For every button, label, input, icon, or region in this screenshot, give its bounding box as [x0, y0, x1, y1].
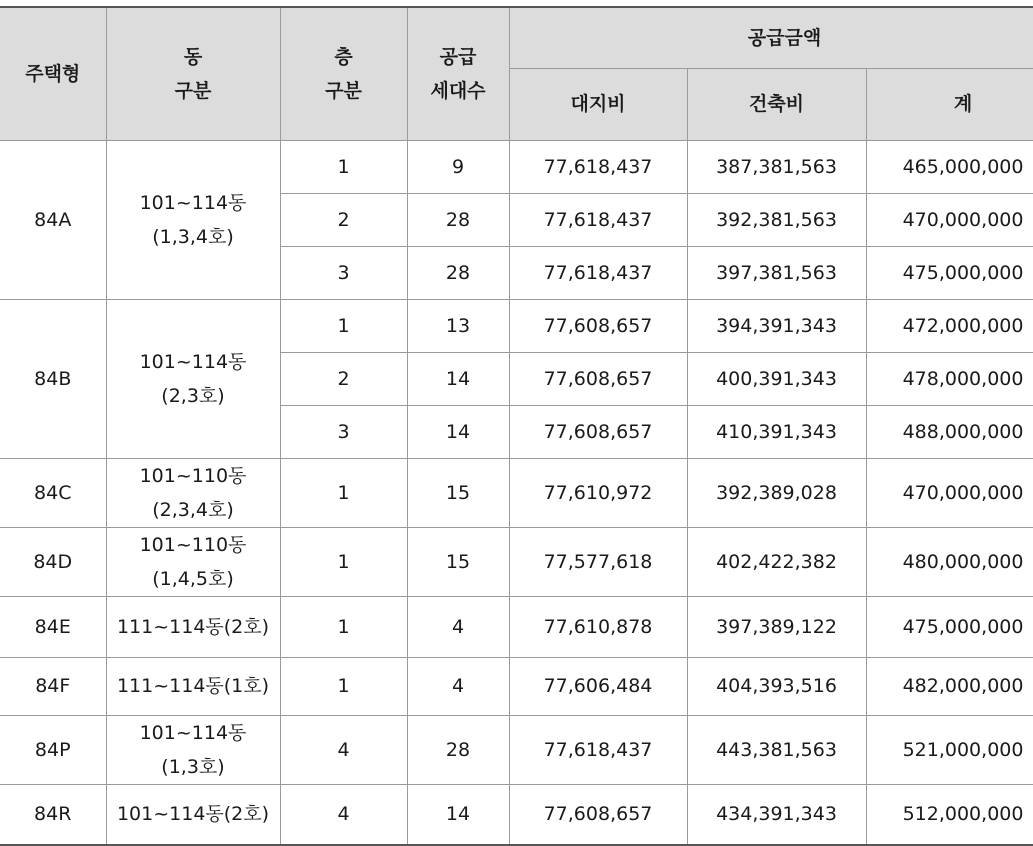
dong-line: 101~114동(2호)	[116, 803, 270, 826]
total-cell: 521,000,000	[866, 715, 1033, 784]
floor-cell: 3	[280, 246, 407, 299]
total-cell: 482,000,000	[866, 657, 1033, 715]
table-header	[0, 7, 1033, 140]
building-cost-cell: 402,422,382	[687, 527, 866, 596]
dong-line: 101~110동	[139, 464, 247, 487]
units-cell: 9	[407, 140, 509, 193]
dong-line: 111~114동(1호)	[116, 675, 270, 697]
dong-division-cell	[106, 784, 280, 845]
header-land-cost: 대지비	[509, 68, 687, 140]
dong-division-cell	[106, 299, 280, 458]
header-building-cost: 건축비	[687, 68, 866, 140]
dong-line: (2,3호)	[161, 384, 225, 407]
dong-division-cell	[106, 527, 280, 596]
floor-cell: 1	[280, 140, 407, 193]
units-cell: 13	[407, 299, 509, 352]
floor-cell: 2	[280, 352, 407, 405]
floor-cell: 1	[280, 458, 407, 527]
building-cost-cell: 397,381,563	[687, 246, 866, 299]
total-cell: 475,000,000	[866, 246, 1033, 299]
building-cost-cell: 392,381,563	[687, 193, 866, 246]
land-cost-cell: 77,610,972	[509, 458, 687, 527]
land-cost-cell: 77,608,657	[509, 405, 687, 458]
land-cost-cell: 77,608,657	[509, 352, 687, 405]
housing-type-cell: 84C	[0, 458, 106, 527]
housing-type-cell: 84E	[0, 596, 106, 657]
total-cell: 470,000,000	[866, 458, 1033, 527]
land-cost-cell: 77,608,657	[509, 299, 687, 352]
land-cost-cell: 77,618,437	[509, 140, 687, 193]
header-supply-price: 공급금액	[509, 7, 1033, 68]
table-row	[0, 715, 1033, 784]
building-cost-cell: 434,391,343	[687, 784, 866, 845]
land-cost-cell: 77,577,618	[509, 527, 687, 596]
table-row	[0, 527, 1033, 596]
dong-division-cell	[106, 458, 280, 527]
table-row	[0, 140, 1033, 193]
floor-cell: 4	[280, 715, 407, 784]
floor-cell: 2	[280, 193, 407, 246]
units-cell: 28	[407, 193, 509, 246]
table-row	[0, 784, 1033, 845]
dong-line: 101~114동	[139, 721, 247, 744]
table-row	[0, 299, 1033, 352]
units-cell: 14	[407, 352, 509, 405]
units-cell: 4	[407, 596, 509, 657]
header-total: 계	[866, 68, 1033, 140]
total-cell: 472,000,000	[866, 299, 1033, 352]
total-cell: 475,000,000	[866, 596, 1033, 657]
dong-line: (1,4,5호)	[152, 567, 234, 590]
building-cost-cell: 410,391,343	[687, 405, 866, 458]
floor-cell: 1	[280, 596, 407, 657]
floor-cell: 1	[280, 299, 407, 352]
land-cost-cell: 77,606,484	[509, 657, 687, 715]
housing-type-cell: 84P	[0, 715, 106, 784]
dong-division-cell	[106, 596, 280, 657]
land-cost-cell: 77,608,657	[509, 784, 687, 845]
dong-line: 101~114동	[139, 191, 247, 214]
housing-type-cell: 84R	[0, 784, 106, 845]
floor-cell: 4	[280, 784, 407, 845]
floor-cell: 1	[280, 527, 407, 596]
land-cost-cell: 77,618,437	[509, 715, 687, 784]
housing-type-cell: 84A	[0, 140, 106, 299]
total-cell: 512,000,000	[866, 784, 1033, 845]
units-cell: 14	[407, 784, 509, 845]
header-housing-type: 주택형	[0, 7, 106, 140]
units-cell: 4	[407, 657, 509, 715]
table-row	[0, 458, 1033, 527]
total-cell: 465,000,000	[866, 140, 1033, 193]
floor-cell: 1	[280, 657, 407, 715]
housing-type-cell: 84D	[0, 527, 106, 596]
dong-line: 111~114동(2호)	[116, 615, 270, 638]
dong-division-cell	[106, 715, 280, 784]
table-row	[0, 657, 1033, 715]
table-body	[0, 140, 1033, 845]
supply-price-table	[0, 6, 1033, 846]
units-cell: 15	[407, 527, 509, 596]
building-cost-cell: 443,381,563	[687, 715, 866, 784]
building-cost-cell: 392,389,028	[687, 458, 866, 527]
floor-cell: 3	[280, 405, 407, 458]
dong-line: 101~110동	[139, 533, 247, 556]
header-supply-units: 공급 세대수	[407, 7, 509, 140]
total-cell: 478,000,000	[866, 352, 1033, 405]
units-cell: 28	[407, 715, 509, 784]
dong-line: (2,3,4호)	[152, 498, 234, 521]
building-cost-cell: 404,393,516	[687, 657, 866, 715]
housing-type-cell: 84F	[0, 657, 106, 715]
dong-line: (1,3호)	[161, 755, 225, 778]
building-cost-cell: 394,391,343	[687, 299, 866, 352]
header-floor-division: 층 구분	[280, 7, 407, 140]
dong-line: (1,3,4호)	[152, 225, 234, 248]
land-cost-cell: 77,610,878	[509, 596, 687, 657]
land-cost-cell: 77,618,437	[509, 246, 687, 299]
land-cost-cell: 77,618,437	[509, 193, 687, 246]
total-cell: 480,000,000	[866, 527, 1033, 596]
dong-line: 101~114동	[139, 350, 247, 373]
header-dong-division: 동 구분	[106, 7, 280, 140]
total-cell: 470,000,000	[866, 193, 1033, 246]
table-row	[0, 596, 1033, 657]
dong-division-cell	[106, 657, 280, 715]
building-cost-cell: 387,381,563	[687, 140, 866, 193]
building-cost-cell: 400,391,343	[687, 352, 866, 405]
dong-division-cell	[106, 140, 280, 299]
units-cell: 14	[407, 405, 509, 458]
total-cell: 488,000,000	[866, 405, 1033, 458]
units-cell: 28	[407, 246, 509, 299]
units-cell: 15	[407, 458, 509, 527]
housing-type-cell: 84B	[0, 299, 106, 458]
building-cost-cell: 397,389,122	[687, 596, 866, 657]
